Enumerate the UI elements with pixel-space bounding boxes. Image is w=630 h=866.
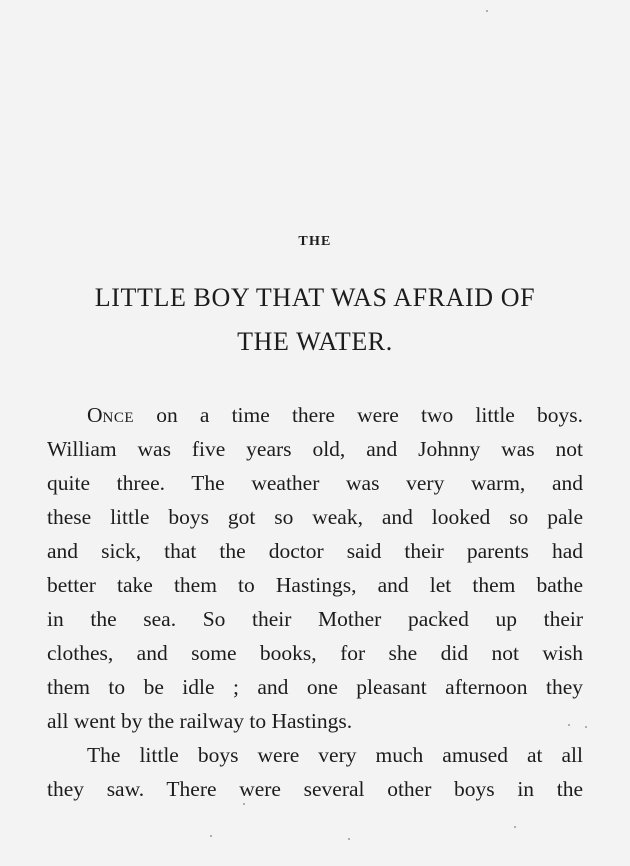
paragraph-1-line-3: quite three. The weather was very warm, and <box>47 471 583 495</box>
paragraph-1-line-6: better take them to Hastings, and let them bathe <box>47 573 583 597</box>
small-caps-word: NCE <box>102 410 135 426</box>
paper-speck <box>243 803 245 805</box>
line-text: on a time there were two little boys. <box>134 403 583 427</box>
paragraph-1-line-9: them to be idle ; and one pleasant afternoon they <box>47 675 583 699</box>
paragraph-2-line-2: they saw. There were several other boys in the <box>47 777 583 801</box>
story-text <box>47 398 583 806</box>
pre-title: THE <box>298 234 332 249</box>
drop-initial: O <box>87 403 103 427</box>
paragraph-1-line-7: in the sea. So their Mother packed up their <box>47 607 583 631</box>
chapter-title-line-2: THE WATER. <box>237 327 393 356</box>
paragraph-2-line-1: The little boys were very much amused at all <box>87 743 583 767</box>
paragraph-1-line-10: all went by the railway to Hastings. <box>47 709 353 733</box>
paper-speck <box>514 826 516 828</box>
paper-speck <box>568 724 570 726</box>
paragraph-1-line-1 <box>47 398 583 432</box>
paragraph-1-line-2: William was five years old, and Johnny was not <box>47 437 583 461</box>
paragraph-1-line-5: and sick, that the doctor said their parents had <box>47 539 583 563</box>
paragraph-1-line-8: clothes, and some books, for she did not wish <box>47 641 583 665</box>
paper-speck <box>486 10 488 12</box>
paper-speck <box>585 726 587 728</box>
paper-speck <box>210 835 212 837</box>
paper-speck <box>348 838 350 840</box>
chapter-title-line-1: LITTLE BOY THAT WAS AFRAID OF <box>94 283 536 312</box>
paragraph-1-line-4: these little boys got so weak, and looked so pale <box>47 505 583 529</box>
